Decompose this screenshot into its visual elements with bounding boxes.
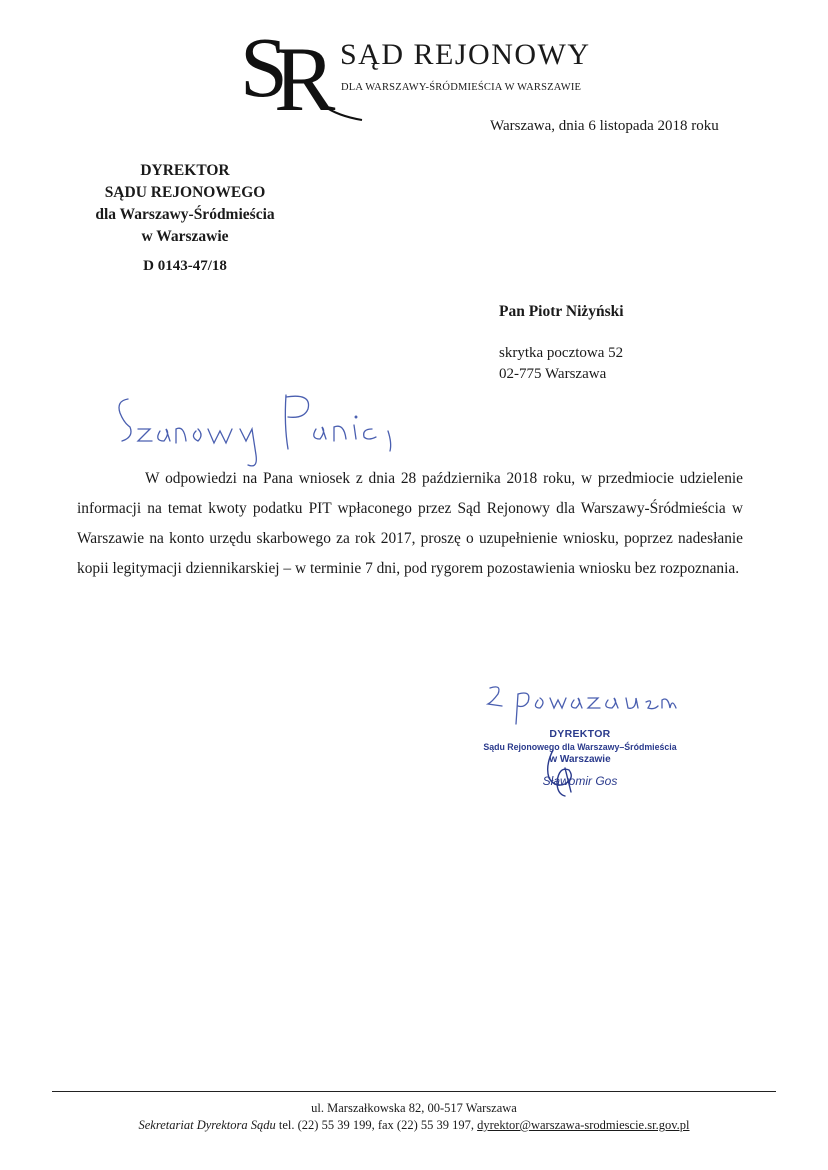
svg-text:R: R — [274, 28, 336, 122]
court-name: SĄD REJONOWY — [340, 38, 591, 71]
addressee-name: Pan Piotr Niżyński — [499, 303, 624, 320]
stamp-city: w Warszawie — [549, 754, 611, 765]
sender-line: dla Warszawy-Śródmieścia — [95, 206, 275, 223]
place-date: Warszawa, dnia 6 listopada 2018 roku — [490, 118, 719, 134]
handwritten-closing — [478, 680, 678, 730]
handwritten-salutation — [110, 385, 410, 475]
court-subname: DLA WARSZAWY-ŚRÓDMIEŚCIA W WARSZAWIE — [341, 82, 582, 93]
stamp-organization: Sądu Rejonowego dla Warszawy–Śródmieścia — [483, 742, 677, 752]
footer-contact — [52, 1118, 776, 1133]
reference-number: D 0143-47/18 — [143, 258, 227, 274]
svg-text:S: S — [240, 19, 288, 115]
address-line: skrytka pocztowa 52 — [499, 345, 624, 361]
sender-block — [60, 160, 310, 248]
addressee-address — [499, 343, 623, 385]
signature-scribble — [535, 748, 595, 798]
address-line: 02-775 Warszawa — [499, 366, 607, 382]
stamp-name: Sławomir Gos — [542, 774, 618, 788]
footer-address: ul. Marszałkowska 82, 00-517 Warszawa — [311, 1101, 517, 1115]
footer-contact-label: Sekretariat Dyrektora Sądu — [138, 1118, 276, 1132]
stamp-title: DYREKTOR — [549, 728, 611, 740]
footer-email-link[interactable]: dyrektor@warszawa-srodmiescie.sr.gov.pl — [477, 1118, 690, 1132]
sender-line: w Warszawie — [141, 228, 229, 245]
footer-phones: tel. (22) 55 39 199, fax (22) 55 39 197, — [275, 1118, 478, 1132]
body-paragraph: W odpowiedzi na Pana wniosek z dnia 28 października 2018 roku, w przedmiocie udzielenie informacji na temat kwoty podatku PIT wpłaconego przez Sąd Rejonowy dla Warszawy-Śródmieścia w Warszawie na konto urzędu skarbowego za rok 2017, proszę o uzupełnienie wniosku, poprzez nadesłanie kopii legitymacji dziennikarskiej – w terminie 7 dni, pod rygorem pozostawienia wniosku bez rozpoznania. — [77, 470, 743, 577]
sender-line: DYREKTOR — [140, 162, 230, 179]
sender-line: SĄDU REJONOWEGO — [104, 184, 266, 201]
letter-body — [77, 464, 743, 584]
footer-divider — [52, 1091, 776, 1092]
